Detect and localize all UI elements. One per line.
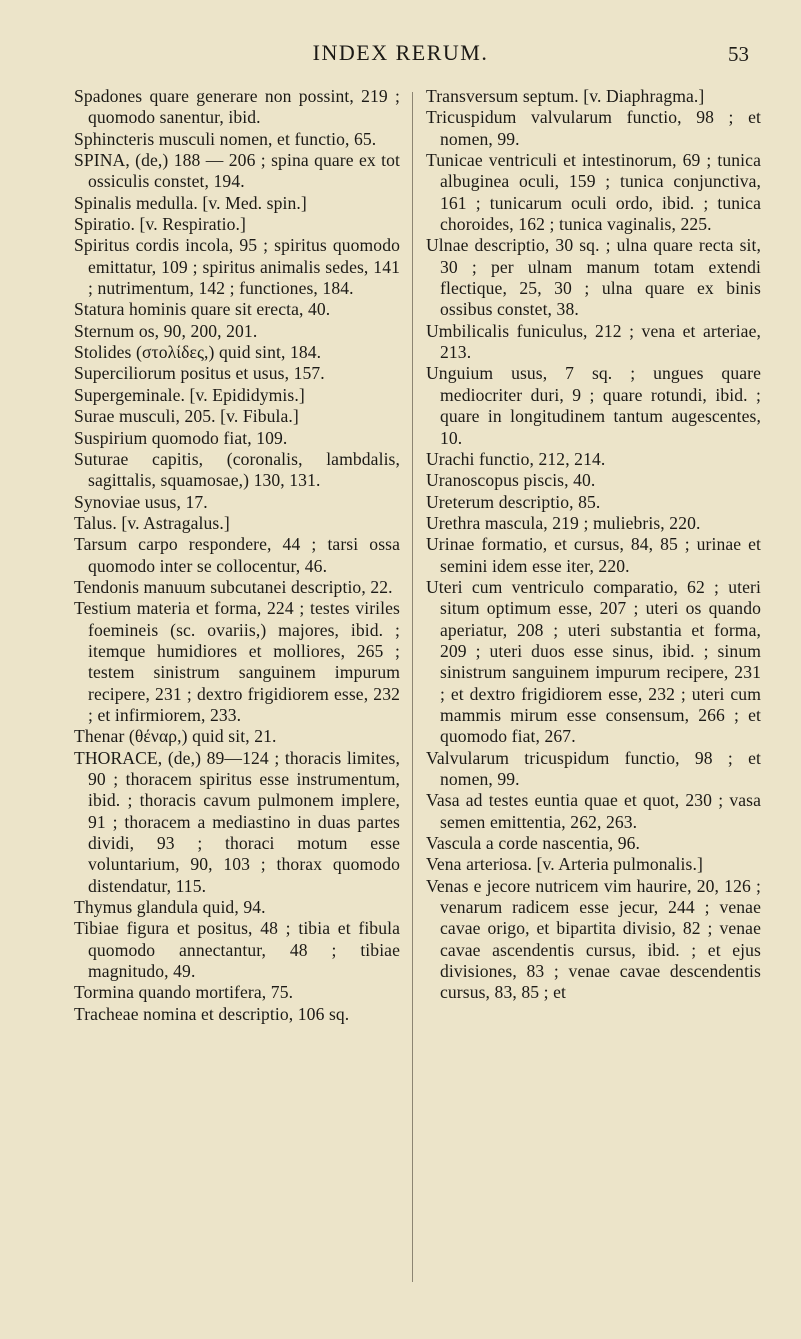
index-entry: Spiratio. [v. Respiratio.] <box>74 214 246 235</box>
index-entry: Unguium usus, 7 sq. ; ungues quare mediocriter duri, 9 ; quare rotundi, ibid. ; quare in longitudinem tantum augescentes, 10. <box>426 363 761 448</box>
index-entry: Suturae capitis, (coronalis, lambdalis, sagittalis, squamosae,) 130, 131. <box>74 448 400 491</box>
index-entry: Tormina quando mortifera, 75. <box>74 982 294 1003</box>
page-header <box>0 40 801 70</box>
index-entry: Spiritus cordis incola, 95 ; spiritus quomodo emittatur, 109 ; spiritus animalis sedes, 141 ; nutrimentum, 142 ; functiones, 184. <box>74 235 400 299</box>
index-entry: Thymus glandula quid, 94. <box>74 897 266 918</box>
index-entry: Synoviae usus, 17. <box>74 491 208 512</box>
index-entry: Tibiae figura et positus, 48 ; tibia et fibula quomodo annectantur, 48 ; tibiae magnitudo, 49. <box>74 918 400 982</box>
index-entry: Surae musculi, 205. [v. Fibula.] <box>74 406 299 427</box>
index-entry: Ulnae descriptio, 30 sq. ; ulna quare recta sit, 30 ; per ulnam manum totam extendi flectique, 25, 30 ; ulna quare ex binis ossibus constet, 38. <box>426 235 761 320</box>
index-column-left <box>74 86 400 1025</box>
index-column-right <box>426 86 761 1004</box>
index-entry: Venas e jecore nutricem vim haurire, 20, 126 ; venarum radicem esse jecur, 244 ; venae cavae origo, et bipartita divisio, 82 ; venae cavae ascendentis cursus, ibid. ; et ejus divisiones, 83 ; venae cavae descendentis cursus, 83, 85 ; et <box>426 875 761 1003</box>
index-entry: Umbilicalis funiculus, 212 ; vena et arteriae, 213. <box>426 320 761 363</box>
index-entry: Spadones quare generare non possint, 219 ; quomodo sanentur, ibid. <box>74 86 400 128</box>
index-entry: Valvularum tricuspidum functio, 98 ; et nomen, 99. <box>426 747 761 789</box>
index-entry: Ureterum descriptio, 85. <box>426 491 601 512</box>
index-entry: Suspirium quomodo fiat, 109. <box>74 427 288 448</box>
index-entry: Spinalis medulla. [v. Med. spin.] <box>74 192 307 213</box>
index-entry: Supergeminale. [v. Epididymis.] <box>74 384 305 405</box>
index-entry: Vasa ad testes euntia quae et quot, 230 ; vasa semen emittentia, 262, 263. <box>426 790 761 832</box>
index-entry: Talus. [v. Astragalus.] <box>74 512 230 533</box>
index-entry: Vascula a corde nascentia, 96. <box>426 833 641 854</box>
index-entry: Tarsum carpo respondere, 44 ; tarsi ossa quomodo inter se collocentur, 46. <box>74 534 400 576</box>
index-entry: Sphincteris musculi nomen, et functio, 65. <box>74 128 377 149</box>
index-entry: Vena arteriosa. [v. Arteria pulmonalis.] <box>426 854 703 875</box>
index-entry: Sternum os, 90, 200, 201. <box>74 320 258 341</box>
index-entry: Uranoscopus piscis, 40. <box>426 470 596 491</box>
index-entry: Statura hominis quare sit erecta, 40. <box>74 299 331 320</box>
index-entry: Transversum septum. [v. Diaphragma.] <box>426 86 705 106</box>
column-divider <box>412 92 413 1282</box>
index-entry: Thenar (θέναρ,) quid sit, 21. <box>74 726 277 747</box>
index-entry: Tendonis manuum subcutanei descriptio, 22. <box>74 576 393 597</box>
running-title: INDEX RERUM. <box>312 40 489 65</box>
index-entry: THORACE, (de,) 89—124 ; thoracis limites, 90 ; thoracem spiritus esse instrumentum, ibid. ; thoracis cavum pulmonem implere, 91 ; thoracem a mediastino in duas partes dividi, 93 ; thoraci motum esse voluntarium, 90, 103 ; thorax quomodo distendatur, 115. <box>74 747 400 896</box>
index-entry: SPINA, (de,) 188 — 206 ; spina quare ex tot ossiculis constet, 194. <box>74 150 400 192</box>
index-entry: Superciliorum positus et usus, 157. <box>74 363 325 384</box>
index-entry: Tracheae nomina et descriptio, 106 sq. <box>74 1003 350 1024</box>
index-entry: Testium materia et forma, 224 ; testes viriles foemineis (sc. ovariis,) majores, ibid. ; itemque humidiores et molliores, 265 ; testem sinistrum sanguinem impurum recipere, 231 ; dextro frigidiorem esse, 232 ; et infirmiorem, 233. <box>74 598 400 725</box>
index-entry: Urethra mascula, 219 ; muliebris, 220. <box>426 512 701 533</box>
index-entry: Uteri cum ventriculo comparatio, 62 ; uteri situm optimum esse, 207 ; uteri os quando aperiatur, 208 ; uteri substantia et forma, 209 ; uteri duos esse sinus, ibid. ; sinum sinistrum sanguinem impurum recipere, 231 ; et dextro frigidiorem esse, 232 ; uteri cum mammis mirum esse consensum, 266 ; et quomodo fiat, 267. <box>426 576 761 747</box>
index-entry: Stolides (στολίδες,) quid sint, 184. <box>74 342 322 363</box>
index-entry: Urachi functio, 212, 214. <box>426 448 606 469</box>
index-entry: Urinae formatio, et cursus, 84, 85 ; urinae et semini idem esse iter, 220. <box>426 534 761 576</box>
page-number: 53 <box>728 42 749 66</box>
index-entry: Tricuspidum valvularum functio, 98 ; et nomen, 99. <box>426 107 761 149</box>
index-entry: Tunicae ventriculi et intestinorum, 69 ; tunica albuginea oculi, 159 ; tunica conjunctiva, 161 ; tunicarum oculi ordo, ibid. ; tunica choroides, 162 ; tunica vaginalis, 225. <box>426 150 761 235</box>
